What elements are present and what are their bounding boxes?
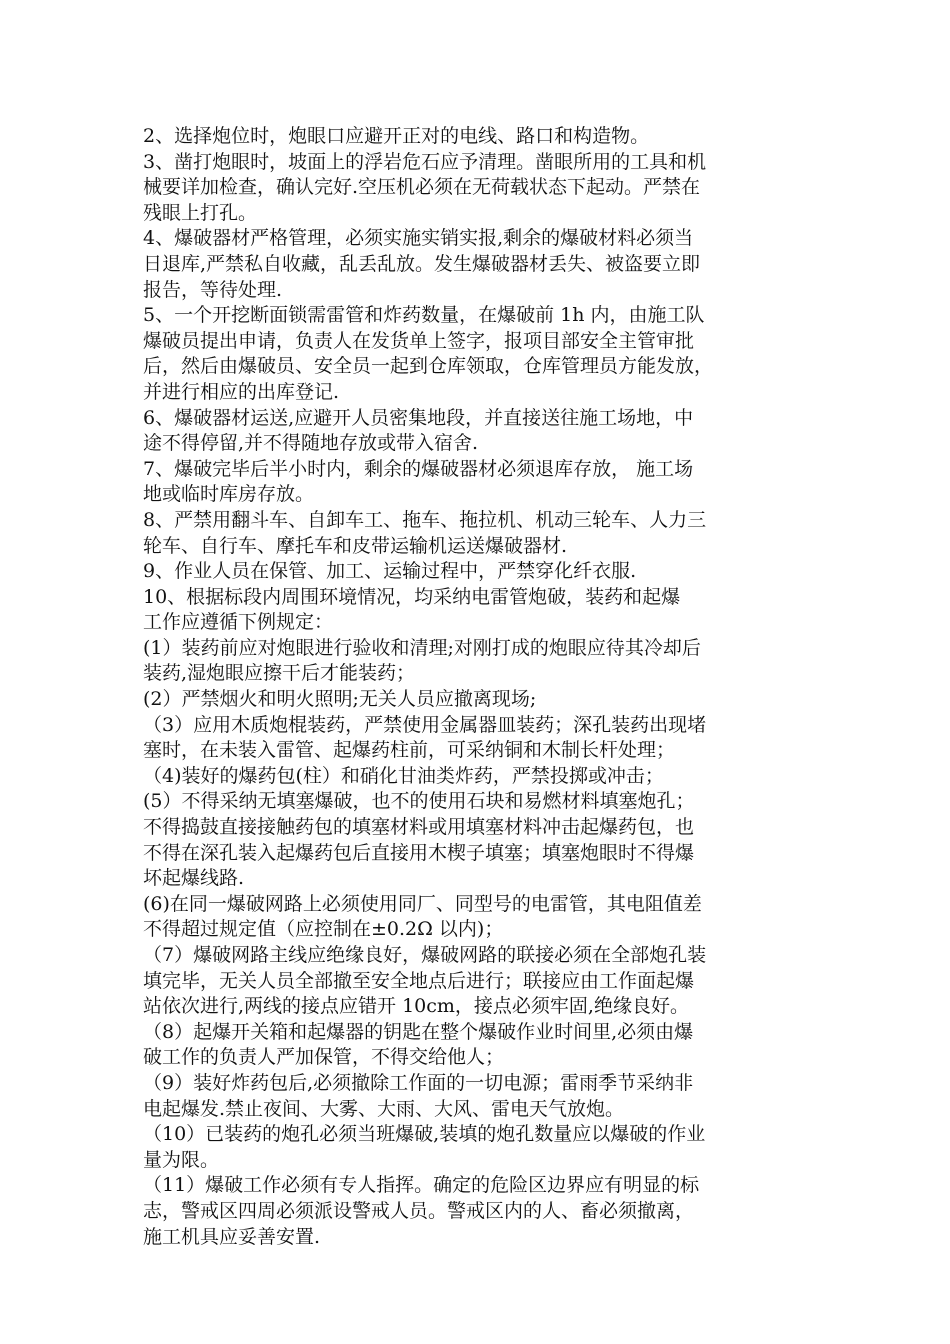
sub-item-8: （8）起爆开关箱和起爆器的钥匙在整个爆破作业时间里,必须由爆 破工作的负责人严加保管，不得交给他人； [143,1020,694,1069]
paragraph-item-2: 2、选择炮位时，炮眼口应避开正对的电线、路口和构造物。 [143,125,650,147]
paragraph-item-8: 8、严禁用翻斗车、自卸车工、拖车、拖拉机、机动三轮车、人力三 轮车、自行车、摩托车和皮带运输机运送爆破器材. [143,508,707,557]
sub-item-5: (5）不得采纳无填塞爆破，也不的使用石块和易燃材料填塞炮孔； 不得捣鼓直接接触药包的填塞材料或用填塞材料冲击起爆药包，也 不得在深孔装入起爆药包后直接用木楔子填塞；填塞炮眼时不得爆 坏起爆线路. [143,790,695,890]
sub-item-2: (2）严禁烟火和明火照明;无关人员应撤离现场; [143,688,537,711]
sub-item-4: （4)装好的爆药包(柱）和硝化甘油类炸药，严禁投掷或冲击； [143,764,664,787]
sub-item-7: （7）爆破网路主线应绝缘良好，爆破网路的联接必须在全部炮孔装 填完毕，无关人员全部撤至安全地点后进行；联接应由工作面起爆 站依次进行,两线的接点应错开 10cm，接点必须牢固,绝缘良好。 [143,944,707,1018]
paragraph-item-9: 9、作业人员在保管、加工、运输过程中，严禁穿化纤衣服. [143,560,637,583]
paragraph-item-10: 10、根据标段内周围环境情况，均采纳电雷管炮破，装药和起爆 工作应遵循下例规定： [143,585,681,634]
sub-item-3: （3）应用木质炮棍装药，严禁使用金属器皿装药；深孔装药出现堵 塞时，在未装入雷管、起爆药柱前，可采纳铜和木制长杆处理； [143,713,707,762]
paragraph-item-6: 6、爆破器材运送,应避开人员密集地段，并直接送往施工场地，中 途不得停留,并不得随地存放或带入宿舍. [143,406,694,455]
sub-item-6: (6)在同一爆破网路上必须使用同厂、同型号的电雷管，其电阻值差 不得超过规定值（应控制在±0.2Ω 以内)； [143,892,702,941]
paragraph-item-5: 5、一个开挖断面锁需雷管和炸药数量，在爆破前 1h 内，由施工队 爆破员提出申请，负责人在发货单上签字，报项目部安全主管审批 后，然后由爆破员、安全员一起到仓库领取，仓库管理员方能发放， 并进行相应的出库登记. [143,304,714,403]
paragraph-item-4: 4、爆破器材严格管理，必须实施实销实报,剩余的爆破材料必须当 日退库,严禁私自收藏，乱丢乱放。发生爆破器材丢失、被盗要立即 报告，等待处理. [143,227,701,301]
paragraph-item-3: 3、凿打炮眼时，坡面上的浮岩危石应予清理。凿眼所用的工具和机 械要详加检查，确认完好.空压机必须在无荷载状态下起动。严禁在 残眼上打孔。 [143,150,707,224]
sub-item-9: （9）装好炸药包后,必须撤除工作面的一切电源；雷雨季节采纳非 电起爆发.禁止夜间、大雾、大雨、大风、雷电天气放炮。 [143,1071,694,1120]
sub-item-1: (1）装药前应对炮眼进行验收和清理;对刚打成的炮眼应待其冷却后 装药,湿炮眼应擦干后才能装药； [143,636,701,685]
sub-item-10: （10）已装药的炮孔必须当班爆破,装填的炮孔数量应以爆破的作业 量为限。 [143,1123,706,1171]
sub-item-11: （11）爆破工作必须有专人指挥。确定的危险区边界应有明显的标 志，警戒区四周必须派设警戒人员。警戒区内的人、畜必须撤离， 施工机具应妥善安置. [143,1174,700,1248]
paragraph-item-7: 7、爆破完毕后半小时内，剩余的爆破器材必须退库存放， 施工场 地或临时库房存放。 [143,457,694,506]
